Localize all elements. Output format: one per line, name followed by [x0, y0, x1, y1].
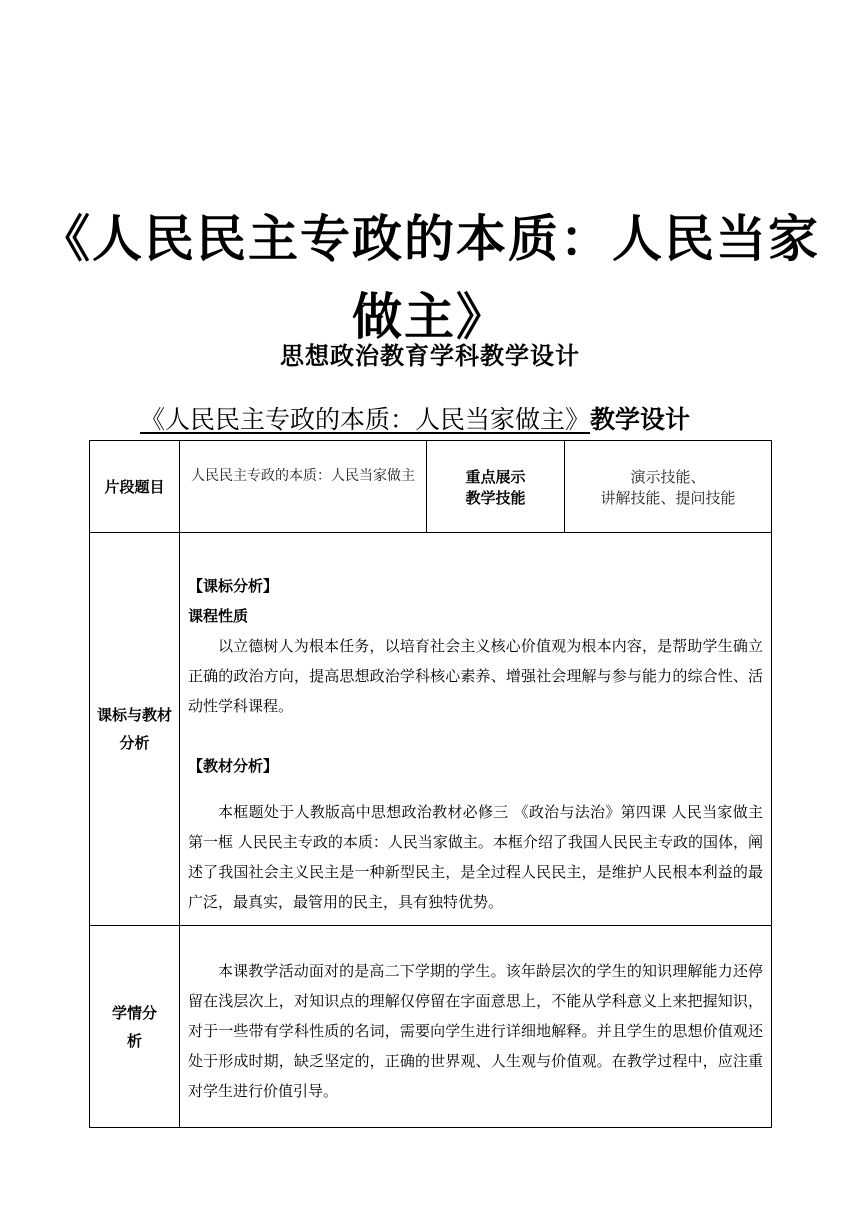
standards-heading: 【课标分析】 — [188, 577, 279, 595]
document-main-title: 《人民民主专政的本质：人民当家做主》 — [40, 209, 820, 346]
skills-value-1: 演示技能、 — [630, 467, 706, 486]
label-topic: 片段题目 — [90, 441, 180, 533]
label-learners: 学情分析 — [90, 926, 180, 1128]
textbook-analysis-heading: 【教材分析】 — [188, 757, 279, 775]
key-skills-label-cell — [427, 441, 565, 533]
table-row-learners — [90, 926, 772, 1128]
document-subtitle: 思想政治教育学科教学设计 — [280, 341, 580, 370]
learner-analysis-text: 本课教学活动面对的是高二下学期的学生。该年龄层次的学生的知识理解能力还停留在浅层次上，对知识点的理解仅停留在字面意思上，不能从学科意义上来把握知识，对于一些带有学科性质的名词，需要向学生进行详细地解释。并且学生的思想价值观还处于形成时期，缺乏坚定的，正确的世界观、人生观与价值观。在教学过程中，应注重对学生进行价值引导。 — [188, 962, 763, 1100]
skills-value-2: 讲解技能、提问技能 — [600, 488, 736, 507]
lesson-plan-table — [89, 440, 772, 1128]
design-title-underlined: 《人民民主专政的本质：人民当家做主》 — [140, 405, 591, 434]
label-standards: 课标与教材分析 — [90, 533, 180, 926]
textbook-analysis-text: 本框题处于人教版高中思想政治教材必修三 《政治与法治》第四课 人民当家做主 第一框 人民民主专政的本质：人民当家做主。本框介绍了我国人民民主专政的国体，阐述了我国社会主义民主是一种新型民主，是全过程人民民主，是维护人民根本利益的最广泛，最真实，最管用的民主，具有独特优势。 — [188, 803, 763, 911]
key-skills-value-cell — [565, 441, 772, 533]
key-skills-label-1: 重点展示 — [465, 467, 526, 486]
standards-content — [180, 533, 772, 926]
key-skills-label-2: 教学技能 — [465, 488, 526, 507]
topic-value: 人民民主专政的本质：人民当家做主 — [180, 441, 427, 533]
design-title-suffix: 教学设计 — [590, 405, 691, 434]
course-nature-text: 以立德树人为根本任务，以培育社会主义核心价值观为根本内容，是帮助学生确立正确的政治方向，提高思想政治学科核心素养、增强社会理解与参与能力的综合性、活动性学科课程。 — [188, 637, 763, 715]
learner-analysis-content — [180, 926, 772, 1128]
design-title — [140, 400, 690, 436]
table-row-topic — [90, 441, 772, 533]
table-row-standards — [90, 533, 772, 926]
course-nature-heading: 课程性质 — [188, 607, 249, 625]
